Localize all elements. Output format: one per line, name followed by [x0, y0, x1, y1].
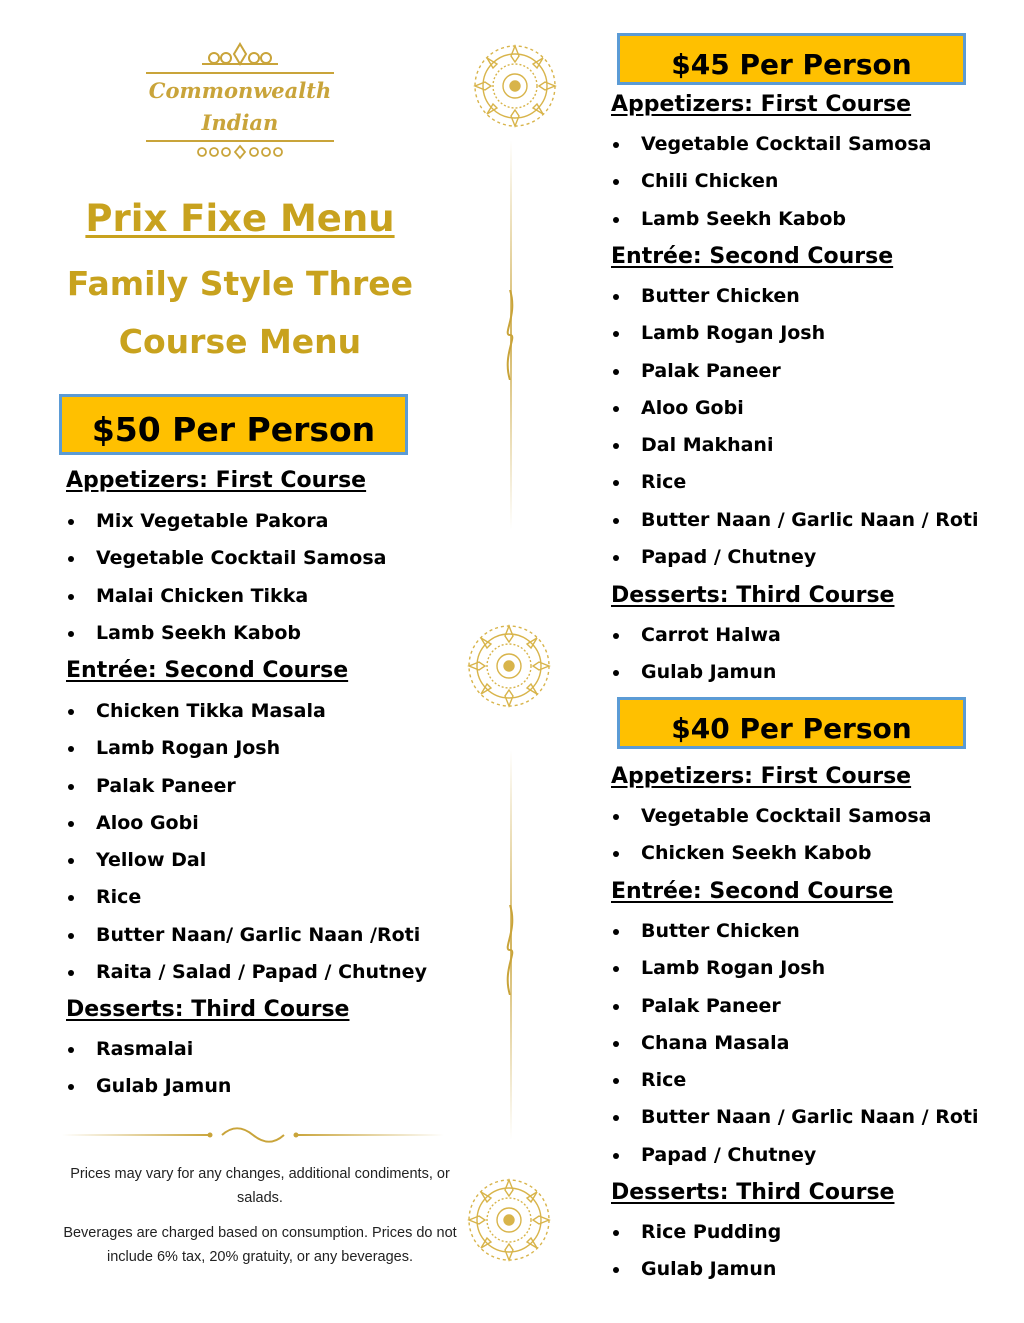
- mandala-icon: [465, 622, 553, 710]
- center-flourish-icon: [502, 905, 518, 995]
- menu-item: Malai Chicken Tikka: [66, 582, 386, 619]
- section-heading-40-desserts: Desserts: Third Course: [611, 1180, 895, 1205]
- logo-bottom-ornament-icon: [190, 144, 290, 160]
- menu-item: Papad / Chutney: [611, 543, 979, 580]
- menu-subtitle-line-2: Course Menu: [118, 322, 362, 361]
- menu-item: Rasmalai: [66, 1035, 231, 1072]
- menu-item: Butter Chicken: [611, 282, 979, 319]
- menu-item: Mix Vegetable Pakora: [66, 507, 386, 544]
- menu-item: Butter Naan/ Garlic Naan /Roti: [66, 921, 427, 958]
- menu-item: Lamb Rogan Josh: [611, 954, 979, 991]
- section-heading-40-entree: Entrée: Second Course: [611, 879, 894, 904]
- item-list-40-entree: [611, 917, 979, 1178]
- price-box-45: $45 Per Person: [617, 33, 966, 85]
- item-list-50-desserts: [66, 1035, 231, 1110]
- menu-item: Lamb Rogan Josh: [66, 734, 427, 771]
- menu-item: Lamb Seekh Kabob: [611, 205, 931, 242]
- section-heading-45-entree: Entrée: Second Course: [611, 244, 894, 269]
- menu-item: Vegetable Cocktail Samosa: [611, 802, 931, 839]
- menu-subtitle-line-1: Family Style Three: [66, 264, 414, 303]
- menu-item: Raita / Salad / Papad / Chutney: [66, 958, 427, 995]
- menu-item: Vegetable Cocktail Samosa: [611, 130, 931, 167]
- menu-title: Prix Fixe Menu: [85, 197, 395, 240]
- section-heading-45-appetizers: Appetizers: First Course: [611, 92, 912, 117]
- logo-line-1: Commonwealth: [148, 78, 332, 103]
- menu-item: Gulab Jamun: [611, 658, 781, 695]
- menu-item: Aloo Gobi: [611, 394, 979, 431]
- menu-item: Chana Masala: [611, 1029, 979, 1066]
- restaurant-logo: [146, 42, 334, 162]
- menu-item: Chicken Seekh Kabob: [611, 839, 931, 876]
- menu-item: Palak Paneer: [611, 992, 979, 1029]
- pricing-note: Prices may vary for any changes, additional condiments, or salads.: [70, 1166, 450, 1206]
- menu-item: Palak Paneer: [66, 772, 427, 809]
- menu-item: Butter Naan / Garlic Naan / Roti: [611, 506, 979, 543]
- beverage-note: Beverages are charged based on consumption. Prices do not include 6% tax, 20% gratuity, or any beverages.: [63, 1225, 457, 1265]
- item-list-50-entree: [66, 697, 427, 995]
- item-list-40-appetizers: [611, 802, 931, 877]
- menu-item: Gulab Jamun: [66, 1072, 231, 1109]
- menu-item: Papad / Chutney: [611, 1141, 979, 1178]
- item-list-40-desserts: [611, 1218, 781, 1293]
- menu-item: Aloo Gobi: [66, 809, 427, 846]
- center-flourish-icon: [502, 290, 518, 380]
- menu-item: Lamb Rogan Josh: [611, 319, 979, 356]
- logo-top-ornament-icon: [200, 42, 280, 68]
- menu-item: Dal Makhani: [611, 431, 979, 468]
- menu-item: Carrot Halwa: [611, 621, 781, 658]
- section-heading-50-desserts: Desserts: Third Course: [66, 997, 350, 1022]
- menu-item: Lamb Seekh Kabob: [66, 619, 386, 656]
- menu-item: Rice: [611, 468, 979, 505]
- menu-item: Rice: [611, 1066, 979, 1103]
- menu-item: Rice: [66, 883, 427, 920]
- menu-item: Yellow Dal: [66, 846, 427, 883]
- section-heading-45-desserts: Desserts: Third Course: [611, 583, 895, 608]
- price-box-40: $40 Per Person: [617, 697, 966, 749]
- item-list-45-desserts: [611, 621, 781, 696]
- item-list-45-appetizers: [611, 130, 931, 242]
- item-list-45-entree: [611, 282, 979, 580]
- menu-item: Butter Naan / Garlic Naan / Roti: [611, 1103, 979, 1140]
- menu-item: Rice Pudding: [611, 1218, 781, 1255]
- mandala-icon: [471, 42, 559, 130]
- section-heading-50-appetizers: Appetizers: First Course: [66, 468, 367, 493]
- menu-item: Gulab Jamun: [611, 1255, 781, 1292]
- divider-ornament-icon: [62, 1124, 444, 1146]
- section-heading-50-entree: Entrée: Second Course: [66, 658, 349, 683]
- menu-item: Chili Chicken: [611, 167, 931, 204]
- mandala-icon: [465, 1176, 553, 1264]
- item-list-50-appetizers: [66, 507, 386, 656]
- section-heading-40-appetizers: Appetizers: First Course: [611, 764, 912, 789]
- menu-item: Butter Chicken: [611, 917, 979, 954]
- menu-item: Vegetable Cocktail Samosa: [66, 544, 386, 581]
- logo-line-2: Indian: [201, 110, 279, 135]
- menu-item: Chicken Tikka Masala: [66, 697, 427, 734]
- menu-item: Palak Paneer: [611, 357, 979, 394]
- price-box-50: $50 Per Person: [59, 394, 408, 455]
